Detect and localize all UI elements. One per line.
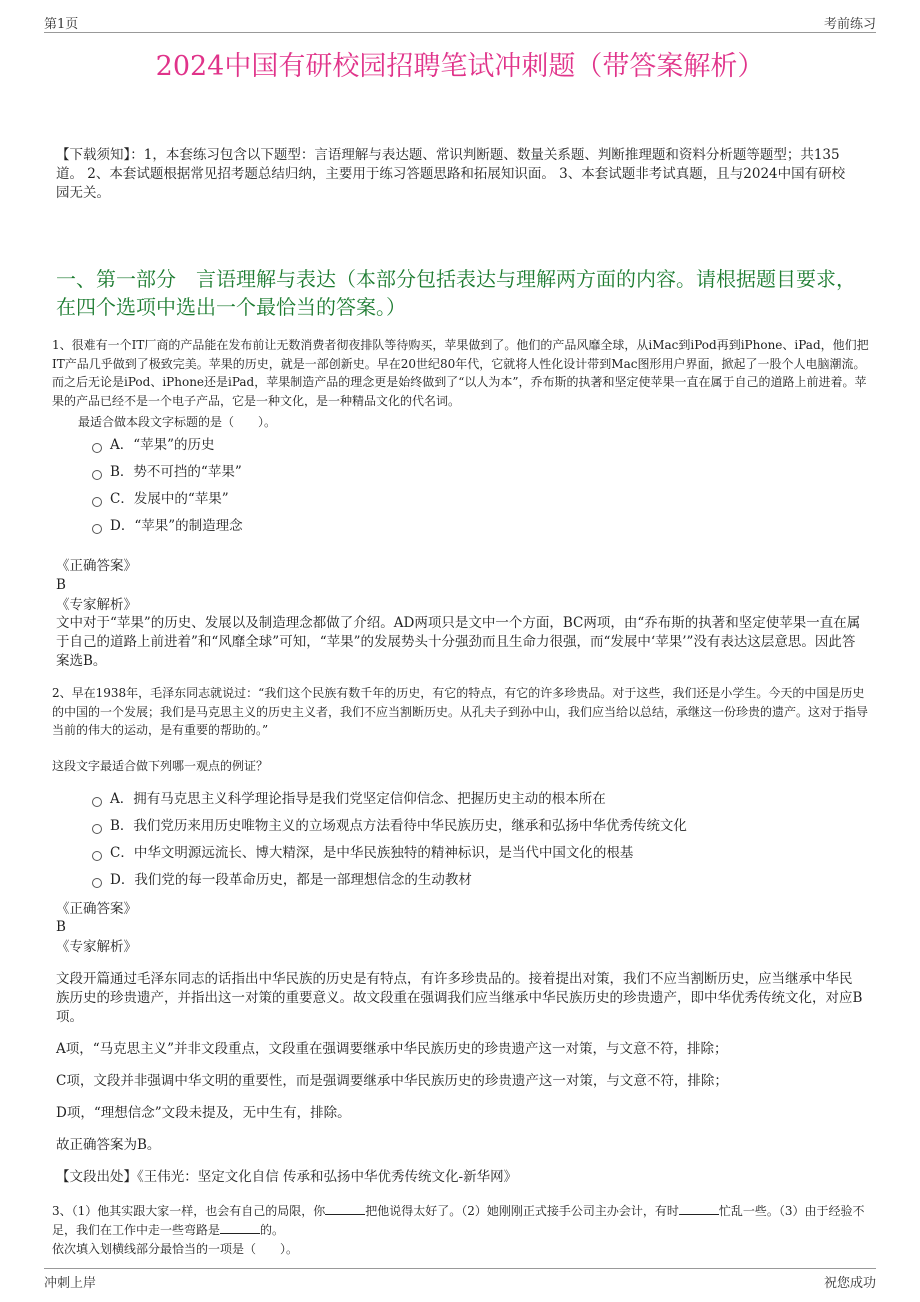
question-2-analysis-p3: C项，文段并非强调中华文明的重要性，而是强调要继承中华民族历史的珍贵遗产这一对策，与文意不符，排除； [56, 1073, 728, 1089]
question-1-answer: B [56, 577, 66, 593]
question-2-answer: B [56, 919, 66, 935]
radio-icon[interactable] [92, 797, 102, 807]
question-1-analysis-label: 《专家解析》 [56, 597, 137, 613]
question-2-option-d[interactable] [92, 870, 472, 890]
question-3-part-3: 忙乱一些。（3）由于经验不足，我们在工作中走一些弯路是 [52, 1204, 865, 1237]
question-3-part-1: 3、（1）他其实跟大家一样，也会有自己的局限，你 [52, 1204, 326, 1218]
option-label: D．“苹果”的制造理念 [110, 518, 243, 534]
question-1-option-c[interactable] [92, 489, 229, 509]
radio-icon[interactable] [92, 470, 102, 480]
question-2-analysis-p5: 故正确答案为B。 [56, 1137, 161, 1153]
question-3-part-4: 的。 [260, 1222, 285, 1237]
question-1-option-b[interactable] [92, 462, 242, 482]
question-2-stem: 这段文字最适合做下列哪一观点的例证？ [52, 759, 269, 773]
radio-icon[interactable] [92, 497, 102, 507]
option-label: C．中华文明源远流长、博大精深，是中华民族独特的精神标识，是当代中国文化的根基 [110, 845, 634, 861]
footer-divider [44, 1268, 876, 1269]
question-2-answer-label: 《正确答案》 [56, 901, 137, 917]
radio-icon[interactable] [92, 524, 102, 534]
fill-blank[interactable] [325, 1202, 365, 1215]
question-2-option-a[interactable] [92, 789, 606, 809]
radio-icon[interactable] [92, 443, 102, 453]
radio-icon[interactable] [92, 851, 102, 861]
question-2-text: 2、早在1938年，毛泽东同志就说过：“我们这个民族有数千年的历史，有它的特点，有它的许多珍贵品。对于这些，我们还是小学生。今天的中国是历史的中国的一个发展；我们是马克思主义的历史主义者，我们不应当割断历史。从孔夫子到孙中山，我们应当给以总结，承继这一份珍贵的遗产。这对于指导当前的伟大的运动，是有重要的帮助的。” [52, 686, 869, 737]
question-2-analysis-p4: D项，“理想信念”文段未提及，无中生有，排除。 [56, 1105, 351, 1121]
option-label: B．我们党历来用历史唯物主义的立场观点方法看待中华民族历史，继承和弘扬中华优秀传统文化 [110, 818, 687, 834]
question-2-option-c[interactable] [92, 843, 633, 863]
question-1-option-a[interactable] [92, 435, 215, 455]
question-3-stem: 依次填入划横线部分最恰当的一项是（ ）。 [52, 1242, 299, 1256]
section-heading: 一、第一部分 言语理解与表达（本部分包括表达与理解两方面的内容。请根据题目要求，在四个选项中选出一个最恰当的答案。） [56, 267, 856, 319]
question-1-answer-label: 《正确答案》 [56, 558, 137, 574]
download-notice: 【下载须知】：1，本套练习包含以下题型：言语理解与表达题、常识判断题、数量关系题、判断推理题和资料分析题等题型；共135道。 2、本套试题根据常见招考题总结归纳，主要用于练习答题思路和拓展知识面。 3、本套试题非考试真题，且与2024中国有研校园无关。 [56, 147, 846, 201]
footer-left: 冲刺上岸 [44, 1276, 97, 1291]
question-2-analysis-p1: 文段开篇通过毛泽东同志的话指出中华民族的历史是有特点，有许多珍贵品的。接着提出对策，我们不应当割断历史，应当继承中华民族历史的珍贵遗产，并指出这一对策的重要意义。故文段重在强调我们应当继承中华民族历史的珍贵遗产，即中华优秀传统文化，对应B项。 [56, 971, 863, 1025]
question-1-analysis: 文中对于“苹果”的历史、发展以及制造理念都做了介绍。AD两项只是文中一个方面，BC两项，由“乔布斯的执著和坚定使苹果一直在属于自己的道路上前进着”和“风靡全球”可知，“苹果”的发展势头十分强劲而且生命力很强，而“发展中‘苹果’”没有表达这层意思。因此答案选B。 [56, 615, 861, 669]
fill-blank[interactable] [679, 1202, 719, 1215]
question-2-source: 【文段出处】《王伟光：坚定文化自信 传承和弘扬中华优秀传统文化-新华网》 [56, 1169, 518, 1185]
option-label: A．“苹果”的历史 [110, 437, 215, 453]
header-page-number: 第1页 [44, 17, 79, 32]
question-3-text [52, 1202, 870, 1239]
radio-icon[interactable] [92, 878, 102, 888]
option-label: C．发展中的“苹果” [110, 491, 229, 507]
option-label: B．势不可挡的“苹果” [110, 464, 242, 480]
question-2-analysis-p2: A项，“马克思主义”并非文段重点，文段重在强调要继承中华民族历史的珍贵遗产这一对策，与文意不符，排除； [56, 1041, 728, 1057]
question-1-text: 1、很难有一个IT厂商的产品能在发布前让无数消费者彻夜排队等待购买，苹果做到了。他们的产品风靡全球，从iMac到iPod再到iPhone、iPad，他们把IT产品几乎做到了极致完美。苹果的历史，就是一部创新史。早在20世纪80年代，它就将人性化设计带到Mac图形用户界面，掀起了一股个人电脑潮流。而之后无论是iPod、iPhone还是iPad，苹果制造产品的理念更是始终做到了“以人为本”，乔布斯的执著和坚定使苹果一直在属于自己的道路上前进着。苹果的产品已经不是一个电子产品，它是一种文化，是一种精品文化的代名词。 [52, 338, 869, 408]
option-label: D．我们党的每一段革命历史，都是一部理想信念的生动教材 [110, 872, 472, 888]
question-2-option-b[interactable] [92, 816, 687, 836]
question-1-stem: 最适合做本段文字标题的是（ ）。 [78, 415, 277, 429]
header-divider [44, 32, 876, 33]
question-1-option-d[interactable] [92, 516, 243, 536]
option-label: A．拥有马克思主义科学理论指导是我们党坚定信仰信念、把握历史主动的根本所在 [110, 791, 606, 807]
page-title: 2024中国有研校园招聘笔试冲刺题（带答案解析） [155, 51, 765, 82]
fill-blank[interactable] [220, 1221, 260, 1234]
radio-icon[interactable] [92, 824, 102, 834]
footer-right: 祝您成功 [823, 1276, 876, 1291]
question-3-part-2: 把他说得太好了。（2）她刚刚正式接手公司主办会计，有时 [365, 1204, 679, 1218]
question-2-analysis-label: 《专家解析》 [56, 939, 137, 955]
header-label: 考前练习 [823, 17, 876, 32]
